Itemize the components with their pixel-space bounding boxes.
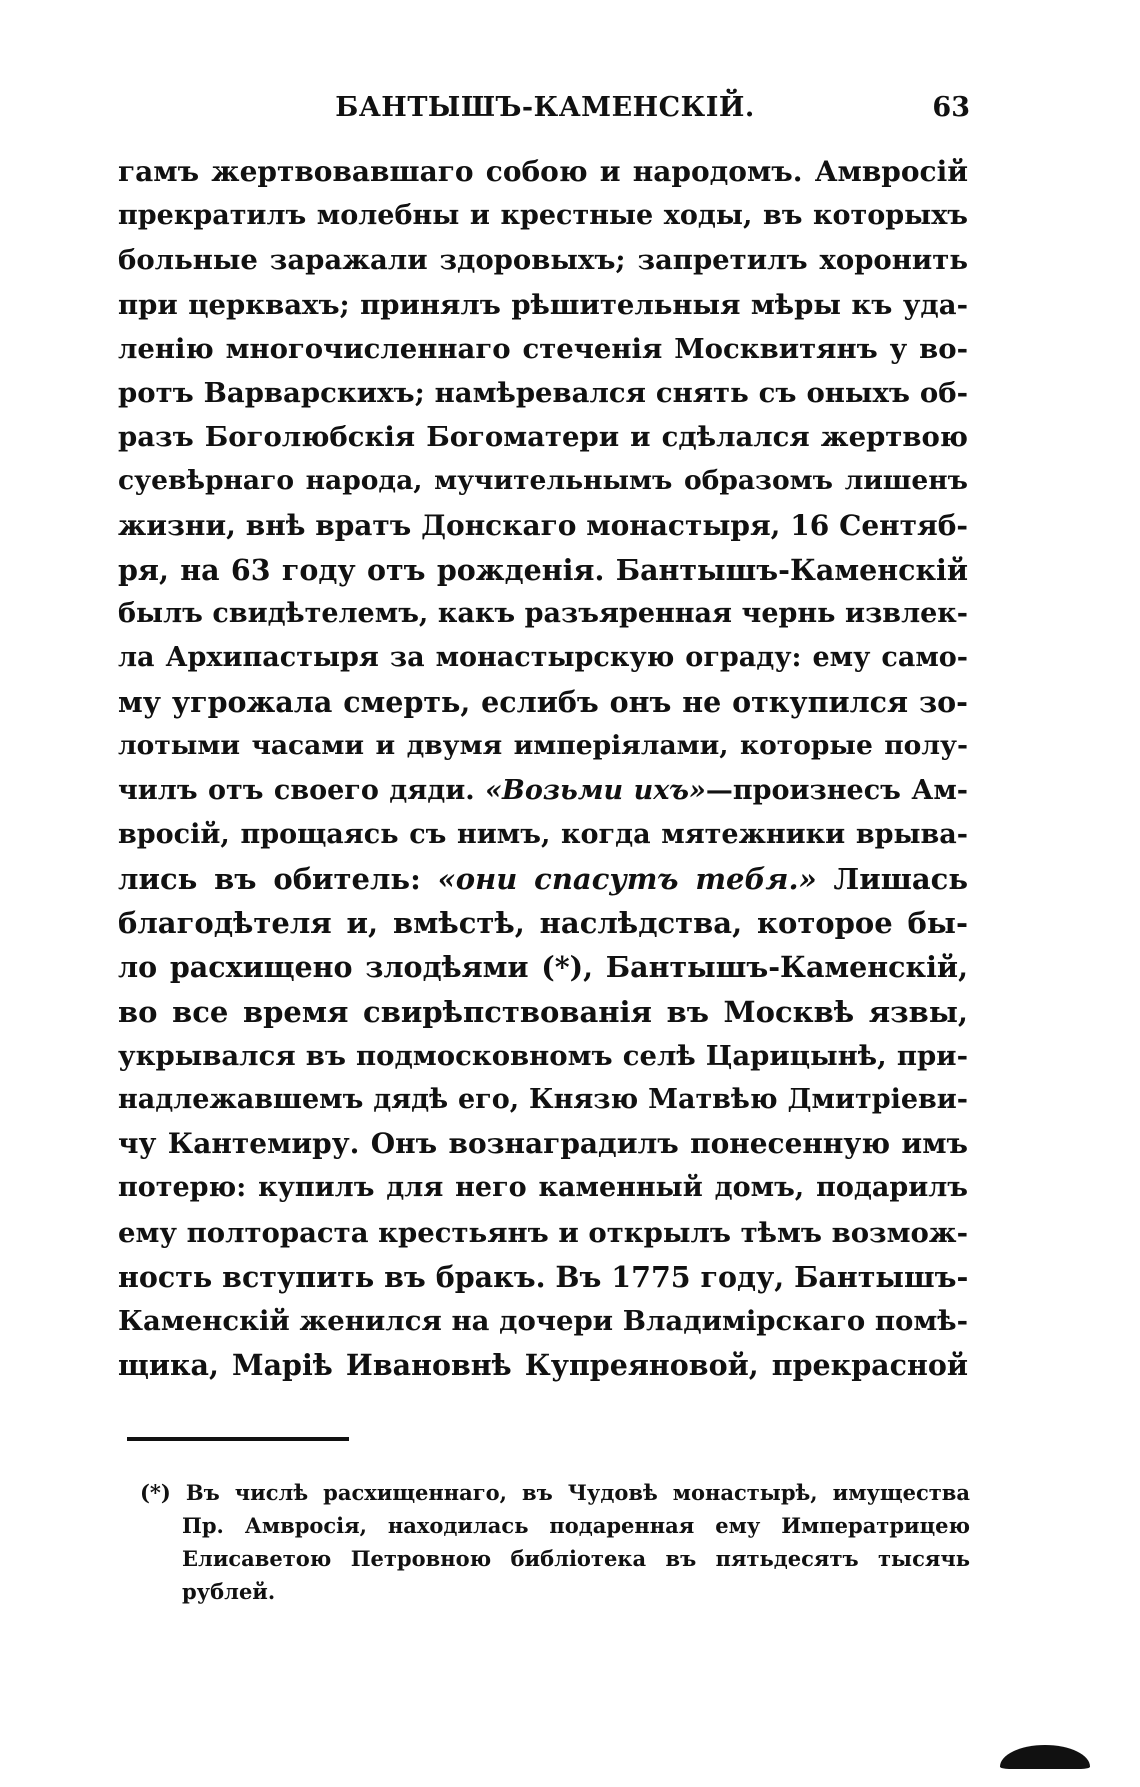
footnote-line: Пр. Амвросія, находилась подаренная ему Императрицею (182, 1513, 970, 1538)
text-line: ло расхищено злодѣями (*), Бантышъ-Каменскій, (118, 950, 968, 985)
text-line: прекратилъ молебны и крестные ходы, въ которыхъ (118, 200, 968, 232)
page-number: 63 (932, 92, 970, 123)
text-line: ность вступить въ бракъ. Въ 1775 году, Бантышъ- (118, 1259, 969, 1294)
italic-quote: «они спасутъ тебя.» (437, 862, 817, 896)
text-line: му угрожала смерть, еслибъ онъ не откупился зо- (118, 685, 968, 720)
text-line: разъ Боголюбскія Богоматери и сдѣлался жертвою (118, 421, 968, 454)
text-line: вросій, прощаясь съ нимъ, когда мятежники врыва- (118, 818, 968, 850)
footnote-line: рублей. (182, 1579, 276, 1604)
footnote-line: Елисаветою Петровною библіотека въ пятьдесятъ тысячь (182, 1546, 970, 1571)
text-line: ря, на 63 году отъ рожденія. Бантышъ-Каменскій (118, 552, 968, 587)
text-line: гамъ жертвовавшаго собою и народомъ. Амвросій (118, 155, 968, 188)
text-line: ему полтораста крестьянъ и открылъ тѣмъ возмож- (118, 1216, 968, 1249)
text-line: суевѣрнаго народа, мучительнымъ образомъ лишенъ (118, 465, 968, 497)
text-line: чу Кантемиру. Онъ вознаградилъ понесенную имъ (118, 1127, 968, 1161)
text-line: надлежавшемъ дядѣ его, Князю Матвѣю Дмитріеви- (118, 1083, 968, 1115)
text-line: укрывался въ подмосковномъ селѣ Царицынѣ, при- (118, 1039, 968, 1072)
text-segment: чилъ отъ своего дяди. (118, 774, 486, 806)
text-line: больные заражали здоровыхъ; запретилъ хоронить (118, 244, 968, 277)
text-line: во все время свирѣпствованія въ Москвѣ язвы, (118, 994, 968, 1029)
text-line-with-italic (118, 857, 968, 901)
text-segment: Лишась (816, 862, 969, 896)
text-line: ротъ Варварскихъ; намѣревался снять съ оныхъ об- (118, 376, 968, 409)
footnote-line: (*) Въ числѣ расхищеннаго, въ Чудовѣ монастырѣ, имущества (140, 1480, 970, 1505)
text-line: Каменскій женился на дочери Владимірскаго помѣ- (118, 1304, 968, 1337)
ink-smudge (1000, 1745, 1090, 1769)
text-line: лотыми часами и двумя имперіялами, которые полу- (118, 730, 968, 762)
text-line: благодѣтеля и, вмѣстѣ, наслѣдства, которое бы- (118, 906, 968, 941)
text-segment: лись въ обитель: (118, 862, 438, 896)
text-line: ленію многочисленнаго стеченія Москвитянъ у во- (118, 332, 968, 365)
text-line: при церквахъ; принялъ рѣшительныя мѣры къ уда- (118, 288, 968, 321)
text-line: потерю: купилъ для него каменный домъ, подарилъ (118, 1172, 968, 1204)
body-text (118, 150, 968, 1387)
italic-quote: «Возьми ихъ» (485, 774, 706, 806)
text-line: ла Архипастыря за монастырскую ограду: ему само- (118, 642, 968, 674)
footnote (140, 1476, 970, 1608)
text-segment: —произнесъ Ам- (705, 774, 968, 806)
text-line: жизни, внѣ вратъ Донскаго монастыря, 16 Сентяб- (118, 508, 968, 542)
running-head (120, 92, 970, 132)
text-line-with-italic (118, 769, 968, 813)
running-title: БАНТЫШЪ-КАМЕНСКІЙ. (335, 92, 755, 123)
footnote-divider (127, 1437, 349, 1441)
text-line: былъ свидѣтелемъ, какъ разъяренная чернь извлек- (118, 597, 968, 629)
text-line: щика, Маріѣ Ивановнѣ Купреяновой, прекрасной (118, 1348, 968, 1383)
